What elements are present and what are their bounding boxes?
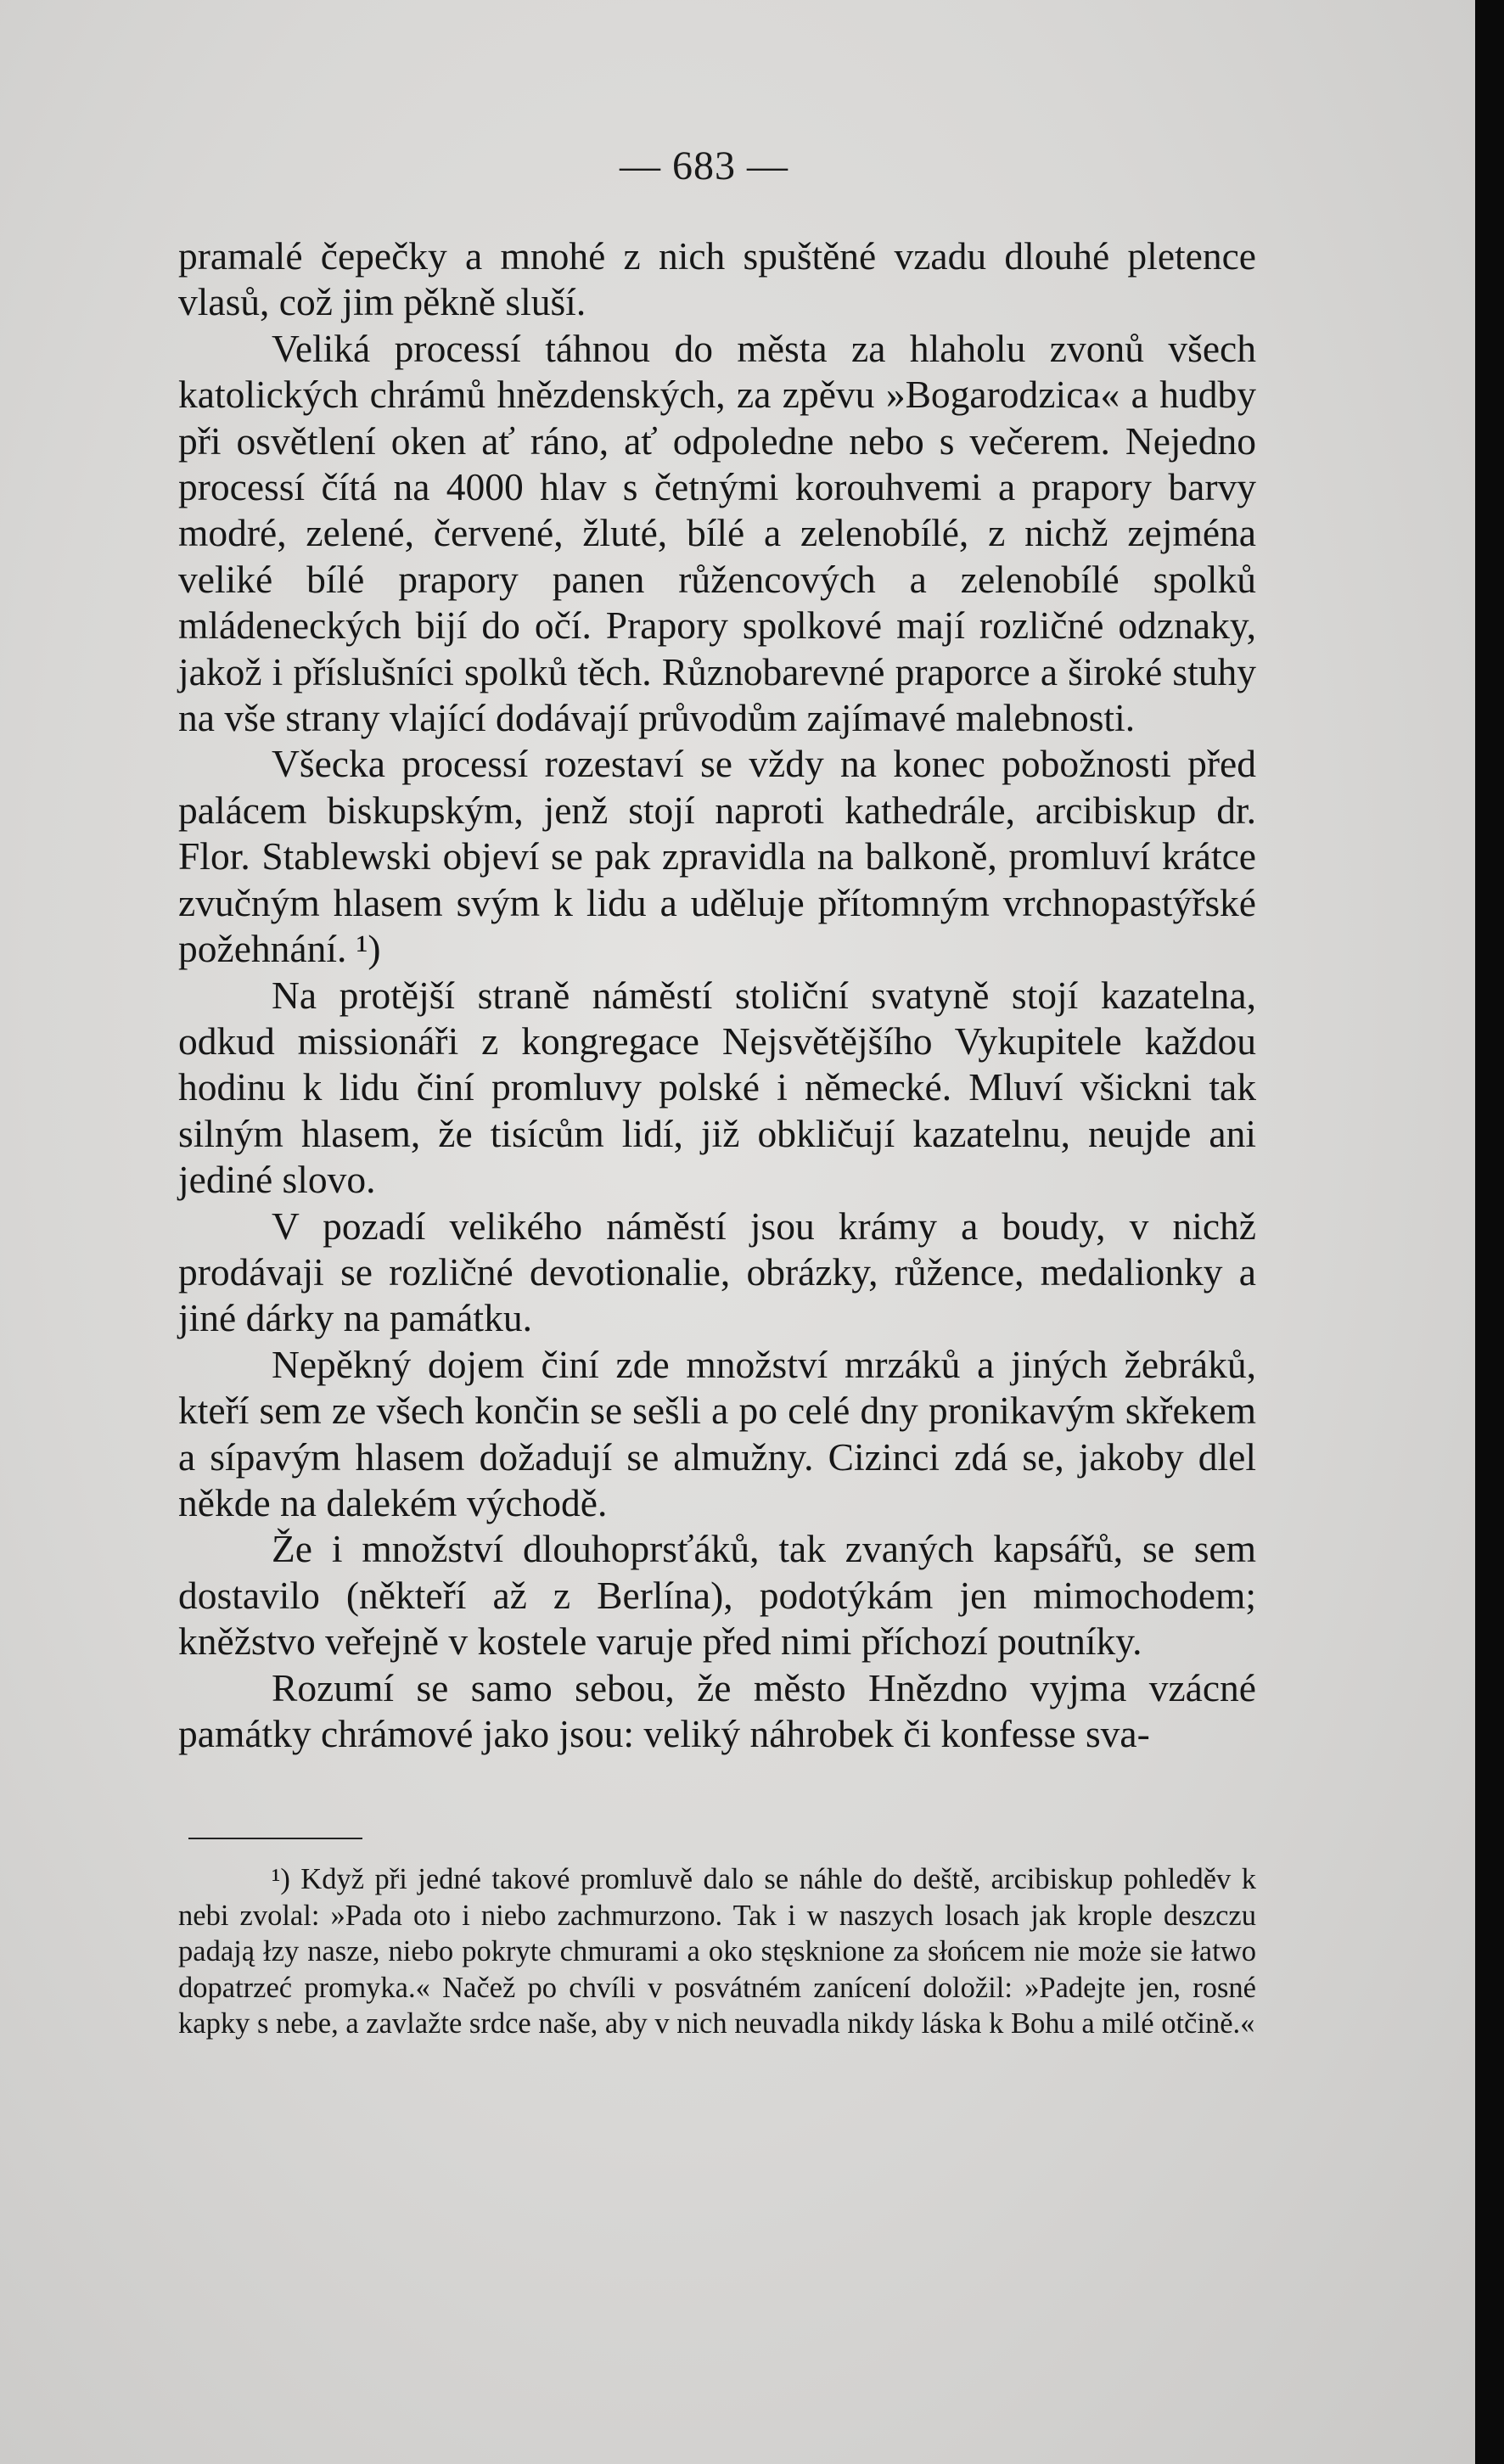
paragraph-beggars: Nepěkný dojem činí zde množství mrzáků a jiných žebráků, kteří sem ze všech končin se sešli a po celé dny pronikavým skřekem a sípavým hlasem dožadují se almužny. Cizinci zdá se, jakoby dlel někde na dalekém východě.: [178, 1342, 1256, 1524]
paragraph-blessing: Všecka processí rozestaví se vždy na konec pobožnosti před palácem biskupským, jenž stojí naproti kathedrále, arcibiskup dr. Flor. Stablewski objeví se pak zpravidla na balkoně, promluví krátce zvučným hlasem svým k lidu a uděluje přítomným vrchnopastýřské požehnání. ¹): [178, 742, 1256, 971]
body-text: [178, 233, 1256, 1757]
footnote: ¹) Když při jedné takové promluvě dalo se náhle do deště, arcibiskup pohleděv k nebi zvolal: »Pada oto i niebo zachmurzono. Tak i w naszych losach jak krople deszczu padają łzy nasze, niebo pokryte chmurami a oko stęsknione za słońcem nie może sie łatwo dopatrzeć promyka.« Načež po chvíli v posvátném zanícení doložil: »Padejte jen, rosné kapky s nebe, a zavlažte srdce naše, aby v nich neuvadla nikdy láska k Bohu a milé otčině.«: [178, 1863, 1256, 2040]
paragraph-monuments: Rozumí se samo sebou, že město Hnězdno vyjma vzácné památky chrámové jako jsou: veliký náhrobek či konfesse sva-: [178, 1665, 1256, 1755]
page-number: — 683 —: [620, 143, 788, 188]
paragraph-stalls: V pozadí velikého náměstí jsou krámy a boudy, v nichž prodávaji se rozličné devotionalie, obrázky, růžence, medalionky a jiné dárky na památku.: [178, 1204, 1256, 1340]
paragraph-continuation: pramalé čepečky a mnohé z nich spuštěné vzadu dlouhé pletence vlasů, což jim pěkně sluší.: [178, 234, 1256, 324]
scan-dark-edge: [1475, 0, 1504, 2464]
paragraph-pulpit: Na protější straně náměstí stoliční svatyně stojí kazatelna, odkud missionáři z kongregace Nejsvětějšího Vykupitele každou hodinu k lidu činí promluvy polské i německé. Mluví všickni tak silným hlasem, že tisícům lidí, již obkličují kazatelnu, neujde ani jediné slovo.: [178, 973, 1256, 1202]
footnote-divider: [188, 1838, 362, 1839]
paragraph-processions: Veliká processí táhnou do města za hlaholu zvonů všech katolických chrámů hnězdenských, za zpěvu »Bogarodzica« a hudby při osvětlení oken ať ráno, ať odpoledne nebo s večerem. Nejedno processí čítá na 4000 hlav s četnými korouhvemi a prapory barvy modré, zelené, červené, žluté, bílé a zelenobílé, z nichž zejména veliké bílé prapory panen růžencových a zelenobílé spolků mládeneckých bijí do očí. Prapory spolkové mají rozličné odznaky, jakož i příslušníci spolků těch. Různobarevné praporce a široké stuhy na vše strany vlající dodávají průvodům zajímavé malebnosti.: [178, 326, 1256, 740]
paragraph-pickpockets: Že i množství dlouhoprsťáků, tak zvaných kapsářů, se sem dostavilo (někteří až z Berlína), podotýkám jen mimochodem; kněžstvo veřejně v kostele varuje před nimi příchozí poutníky.: [178, 1527, 1256, 1664]
